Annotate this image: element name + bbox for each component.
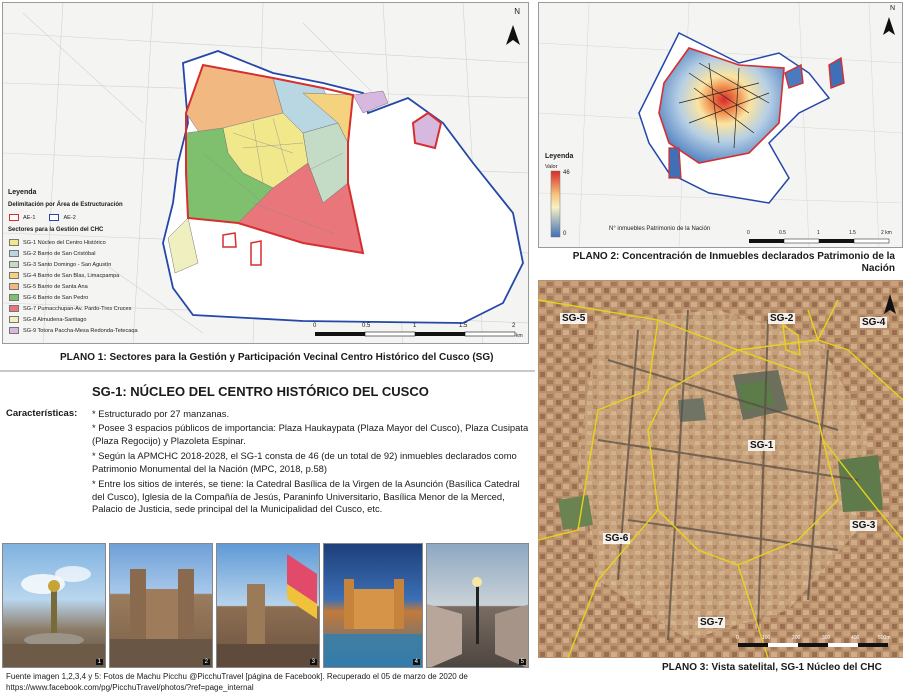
value-label: Valor <box>545 164 558 170</box>
photo-number: 5 <box>520 659 524 665</box>
photo-fountain <box>2 543 106 668</box>
bullet-item: * Estructurado por 27 manzanas. <box>92 408 230 419</box>
photo-fountain-svg <box>3 544 106 668</box>
legend-item <box>9 293 88 302</box>
scale-tick: 0.5 <box>779 230 786 236</box>
scale-tick: 0 <box>747 230 750 236</box>
sector-label: SG-1 Núcleo del Centro Histórico <box>23 239 106 246</box>
source-url[interactable]: https://www.facebook.com/pg/PicchuTravel/photos/?ref=page_internal <box>6 683 254 692</box>
photo-number: 4 <box>414 659 418 665</box>
plano1-caption: PLANO 1: Sectores para la Gestión y Participación Vecinal Centro Histórico del Cusco (SG) <box>60 352 494 363</box>
value-min: 0 <box>563 231 567 237</box>
sg1-title: SG-1: NÚCLEO DEL CENTRO HISTÓRICO DEL CUSCO <box>92 384 429 399</box>
photo-flag-tower-svg <box>217 544 320 668</box>
value-ramp <box>551 171 560 237</box>
plano3-satellite <box>538 280 903 658</box>
legend-item <box>9 315 86 324</box>
value-max: 46 <box>563 170 570 176</box>
plano3-svg <box>538 280 903 658</box>
sector-swatch <box>9 327 19 334</box>
legend-ae <box>9 213 76 222</box>
bullet-item: * Según la APMCHC 2018-2028, el SG-1 consta de 46 (de un total de 92) inmuebles declarados como Patrimonio Monumental del la Nación (MPC, 2018, p.58) <box>92 450 517 474</box>
scale-tick: 2 km <box>881 230 892 236</box>
scale-tick: 0.5 <box>362 323 371 329</box>
sector-label: SG-7 Pumacchupan-Av. Pardo-Tres Cruces <box>23 305 132 312</box>
plano2-svg <box>539 3 903 248</box>
sector-label: SG-5 Barrio de Santa Ana <box>23 283 88 290</box>
legend-item <box>9 304 131 313</box>
sector-label: SG-4 Barrio de San Blas, Limacpampa <box>23 272 120 279</box>
sector-label: SG-9 Totora Paccha-Mesa Redonda-Tetecaqa <box>23 327 138 334</box>
ae1-swatch <box>9 214 19 221</box>
characteristics-label: Características: <box>6 408 78 419</box>
photo-number: 2 <box>204 659 208 665</box>
heat-patch <box>669 148 681 178</box>
photo-church <box>109 543 213 668</box>
sector-swatch <box>9 305 19 312</box>
sector-swatch <box>9 261 19 268</box>
scale-tick: 0 <box>736 635 739 641</box>
sectors-title: Sectores para la Gestión del CHC <box>8 227 104 233</box>
scale-tick: 1.5 <box>459 323 468 329</box>
photo-street-lamp-svg <box>427 544 529 668</box>
green-area <box>838 455 883 512</box>
photo-cathedral-night <box>323 543 423 668</box>
scale-tick: 2 <box>512 323 516 329</box>
north-arrow-icon <box>883 17 895 35</box>
scale-tick: 500m <box>878 635 891 641</box>
bullet-item: * Entre los sitios de interés, se tiene: la Catedral Basílica de la Virgen de la Asunción (Basílica Catedral del Cusco), Iglesia de la Compañía de Jesús, Paraninfo Universitario, Basílica Menor de la Merced, Palacio de Justicia, sede principal del la Municipalidad del Cusco, etc. <box>92 478 520 515</box>
ae2-swatch <box>49 214 59 221</box>
photo-number: 1 <box>97 659 101 665</box>
divider <box>0 370 535 372</box>
sg5-label: SG-5 <box>562 313 586 324</box>
north-label: N <box>889 5 895 12</box>
north-label: N <box>514 7 520 16</box>
legend-item <box>9 271 119 280</box>
delim-title: Delimitación por Área de Estructuración <box>8 202 123 208</box>
series-label: N° inmuebles Patrimonio de la Nación <box>609 226 711 232</box>
source-line: Fuente imagen 1,2,3,4 y 5: Fotos de Machu Picchu @PicchuTravel [página de Facebook]. Recuperado el 05 de marzo de 2020 de <box>6 672 468 681</box>
heat-patch <box>829 58 844 88</box>
scale-tick: 200 <box>792 635 801 641</box>
scale-tick: 1 <box>413 323 417 329</box>
ae1-label: AE-1 <box>23 214 36 221</box>
sector-label: SG-3 Santo Domingo - San Agustín <box>23 261 112 268</box>
sector-swatch <box>9 272 19 279</box>
sector-label: SG-6 Barrio de San Pedro <box>23 294 89 301</box>
green-area <box>558 495 593 530</box>
sg7-label: SG-7 <box>700 617 724 628</box>
sg4-label: SG-4 <box>862 317 886 328</box>
legend-item <box>9 238 106 247</box>
legend-item <box>9 260 111 269</box>
sector-swatch <box>9 239 19 246</box>
legend-title: Leyenda <box>545 153 574 160</box>
sector-swatch <box>9 250 19 257</box>
legend-item <box>9 326 138 335</box>
scale-bar <box>749 239 889 243</box>
photo-street-lamp <box>426 543 529 668</box>
photo-church-svg <box>110 544 213 668</box>
plano2-caption: PLANO 2: Concentración de Inmuebles declarados Patrimonio de la Nación <box>572 251 895 274</box>
legend-item <box>9 249 95 258</box>
north-arrow-icon <box>506 25 520 45</box>
scale-tick: 400 <box>851 635 860 641</box>
sector-label: SG-8 Almudena-Santiago <box>23 316 87 323</box>
sector-swatch <box>9 294 19 301</box>
photo-number: 3 <box>311 659 315 665</box>
sg1-label: SG-1 <box>750 440 774 451</box>
sg6-label: SG-6 <box>605 533 629 544</box>
sector-label: SG-2 Barrio de San Cristóbal <box>23 250 96 257</box>
sector-swatch <box>9 283 19 290</box>
scale-tick: 1.5 <box>849 230 856 236</box>
ae2-label: AE-2 <box>63 214 76 221</box>
photo-cathedral-night-svg <box>324 544 423 668</box>
plano1-map <box>2 2 529 344</box>
sg2-label: SG-2 <box>770 313 794 324</box>
photo-flag-tower <box>216 543 320 668</box>
legend-title: Leyenda <box>8 189 37 196</box>
scale-tick: 100 <box>762 635 771 641</box>
plano3-caption: PLANO 3: Vista satelital, SG-1 Núcleo del CHC <box>662 662 882 673</box>
plano2-map <box>538 2 903 248</box>
scale-unit: km <box>516 333 523 339</box>
legend-item <box>9 282 88 291</box>
bullet-item: * Posee 3 espacios públicos de importancia: Plaza Haukaypata (Plaza Mayor del Cusco), Plaza Cusipata (Plaza Regocijo) y Plazoleta Espinar. <box>92 422 529 446</box>
sector-swatch <box>9 316 19 323</box>
scale-tick: 0 <box>313 323 317 329</box>
scale-tick: 1 <box>817 230 820 236</box>
scale-tick: 300 <box>822 635 831 641</box>
sg3-label: SG-3 <box>852 520 876 531</box>
scale-bar <box>315 332 515 336</box>
scale-bar <box>738 643 888 647</box>
